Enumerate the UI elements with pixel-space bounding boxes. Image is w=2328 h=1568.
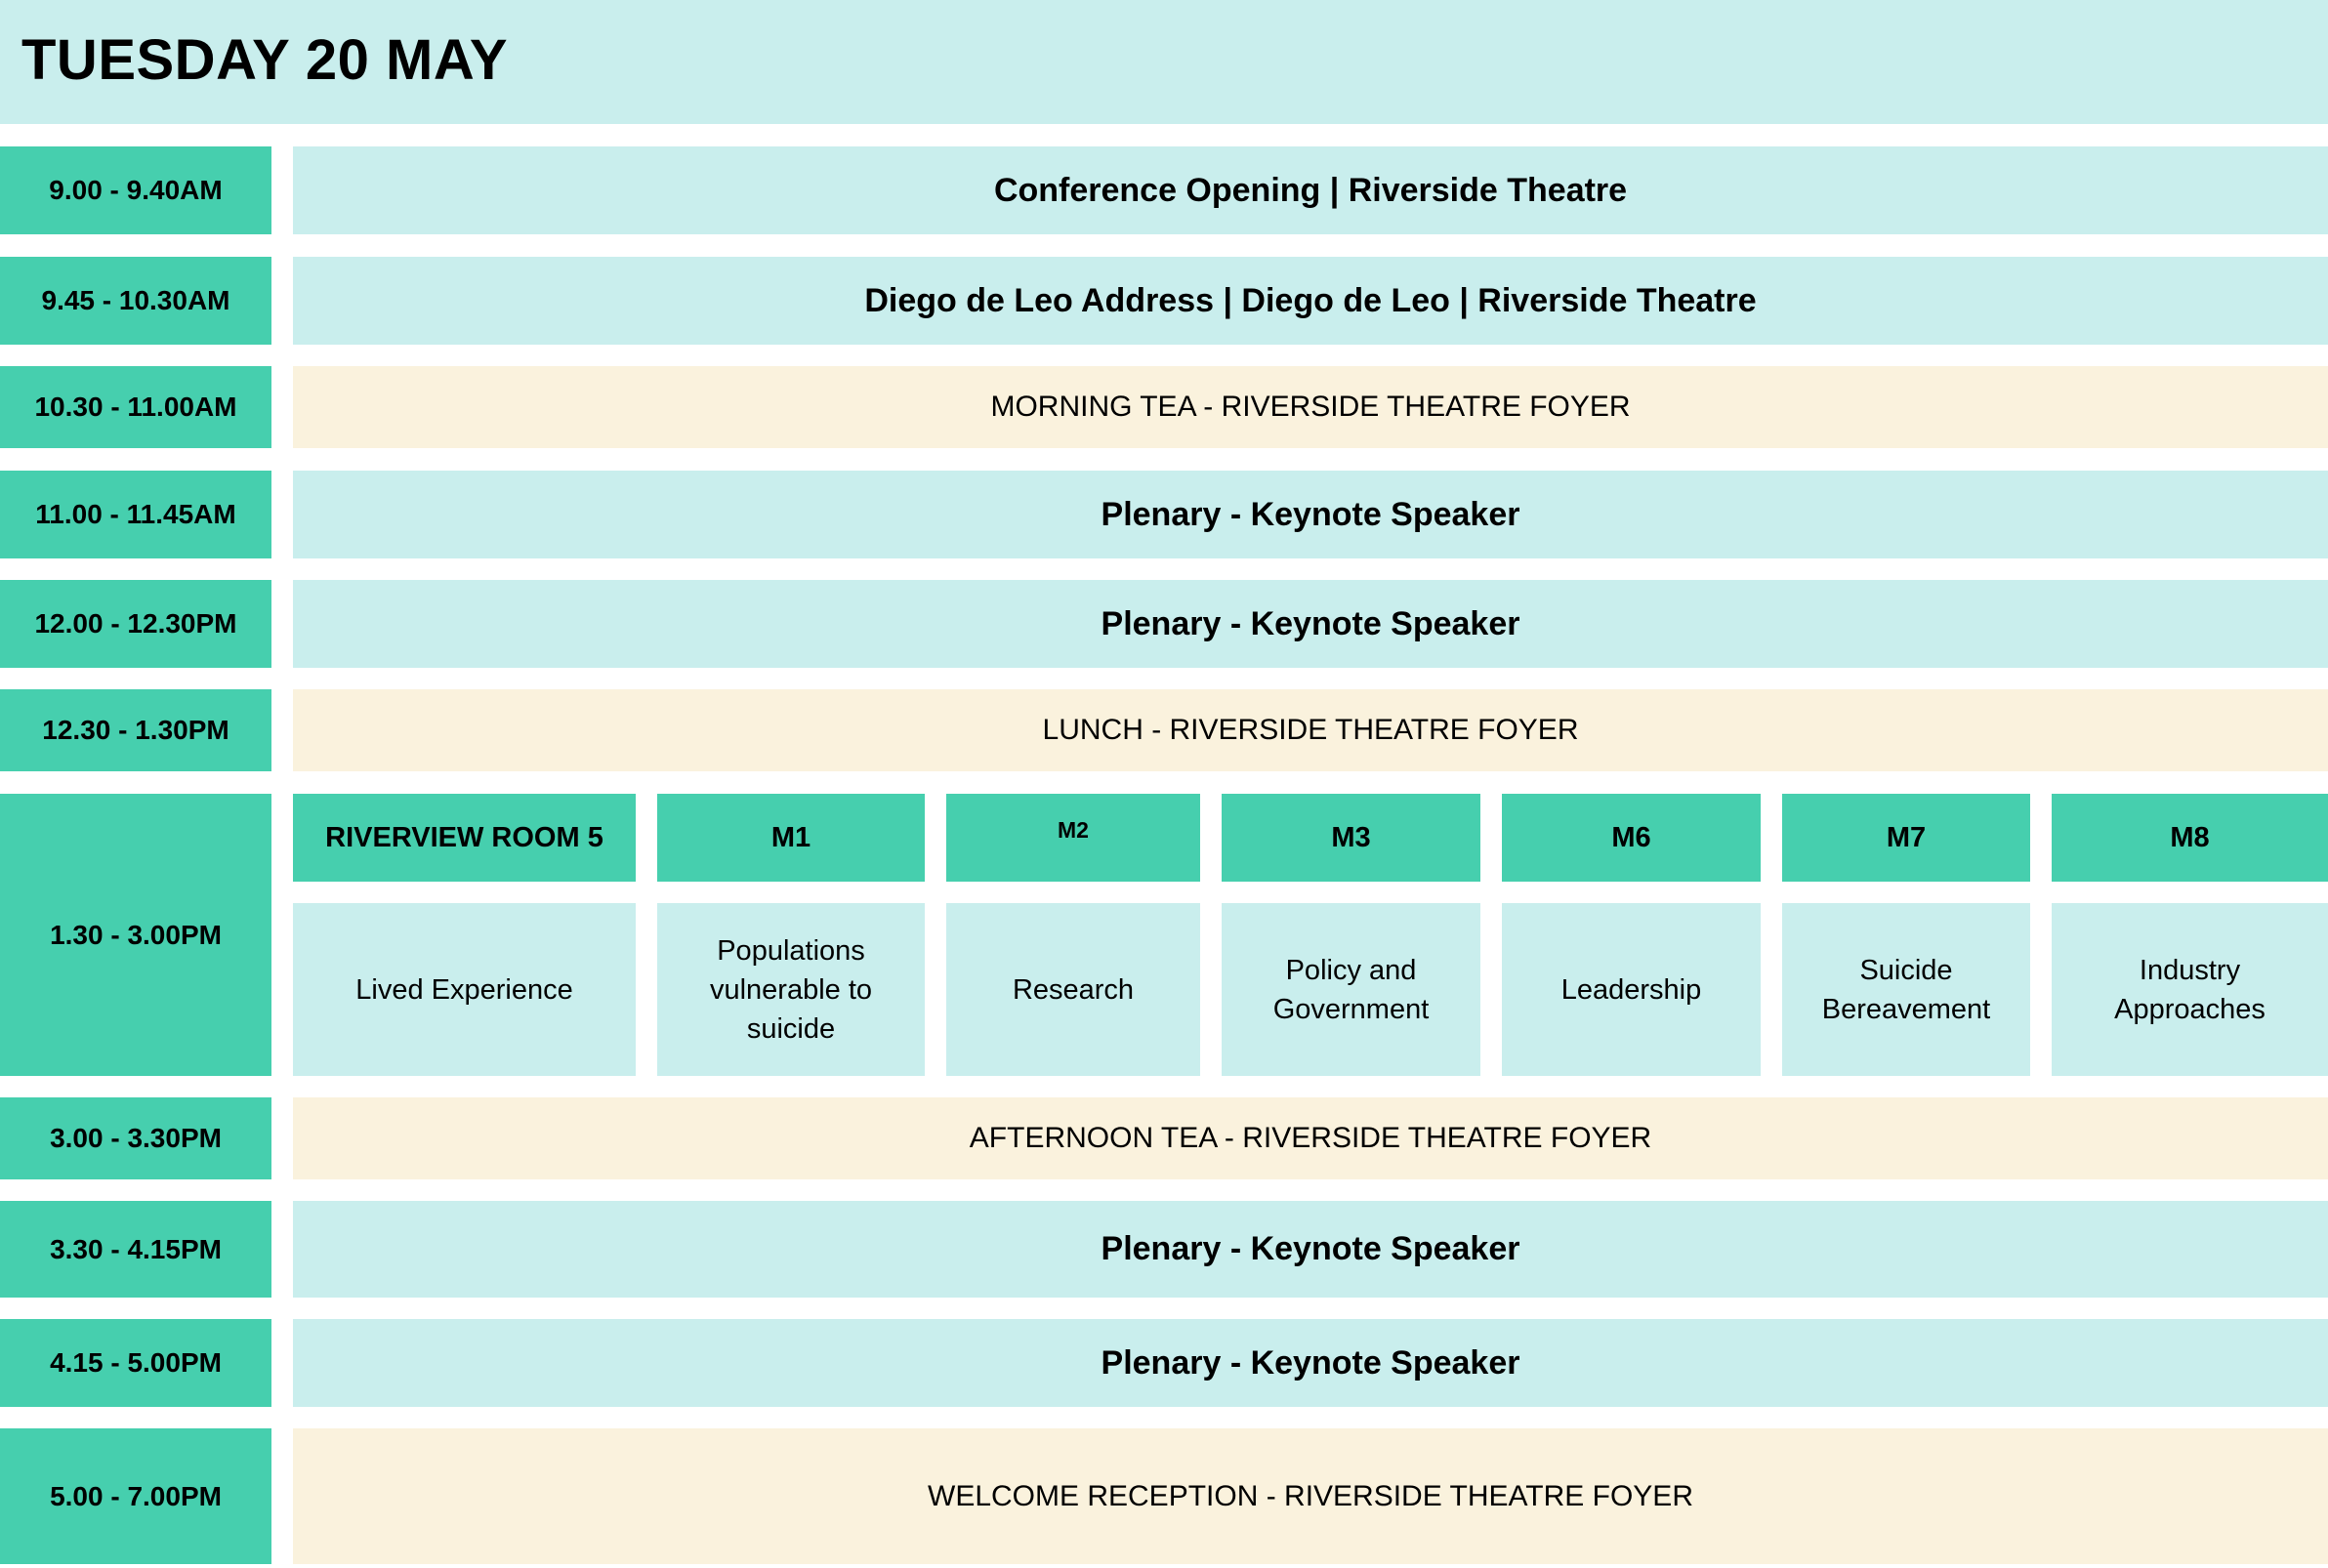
break-bar: AFTERNOON TEA - RIVERSIDE THEATRE FOYER	[293, 1097, 2328, 1179]
room-header: M8	[2052, 794, 2328, 882]
time-slot: 9.00 - 9.40AM	[0, 146, 271, 234]
time-slot: 10.30 - 11.00AM	[0, 366, 271, 448]
room-stream: Leadership	[1502, 903, 1761, 1076]
day-title: TUESDAY 20 MAY	[21, 28, 509, 92]
room-stream: Lived Experience	[293, 903, 636, 1076]
room-stream: Industry Approaches	[2052, 903, 2328, 1076]
room-stream: Policy and Government	[1222, 903, 1480, 1076]
session-bar: Diego de Leo Address | Diego de Leo | Riverside Theatre	[293, 257, 2328, 345]
room-header: M1	[657, 794, 925, 882]
room-stream: Research	[946, 903, 1200, 1076]
session-bar: Plenary - Keynote Speaker	[293, 471, 2328, 558]
room-header: M2	[946, 794, 1200, 882]
room-header: RIVERVIEW ROOM 5	[293, 794, 636, 882]
room-stream: Populations vulnerable to suicide	[657, 903, 925, 1076]
time-slot: 9.45 - 10.30AM	[0, 257, 271, 345]
time-slot: 3.00 - 3.30PM	[0, 1097, 271, 1179]
break-bar: MORNING TEA - RIVERSIDE THEATRE FOYER	[293, 366, 2328, 448]
time-slot: 3.30 - 4.15PM	[0, 1201, 271, 1298]
room-stream: Suicide Bereavement	[1782, 903, 2030, 1076]
session-bar: Conference Opening | Riverside Theatre	[293, 146, 2328, 234]
break-bar: LUNCH - RIVERSIDE THEATRE FOYER	[293, 689, 2328, 771]
room-header: M7	[1782, 794, 2030, 882]
room-header: M3	[1222, 794, 1480, 882]
time-slot: 5.00 - 7.00PM	[0, 1428, 271, 1564]
time-slot: 1.30 - 3.00PM	[0, 794, 271, 1076]
time-slot: 4.15 - 5.00PM	[0, 1319, 271, 1407]
time-slot: 12.00 - 12.30PM	[0, 580, 271, 668]
session-bar: Plenary - Keynote Speaker	[293, 1201, 2328, 1298]
time-slot: 11.00 - 11.45AM	[0, 471, 271, 558]
time-slot: 12.30 - 1.30PM	[0, 689, 271, 771]
session-bar: Plenary - Keynote Speaker	[293, 1319, 2328, 1407]
break-bar: WELCOME RECEPTION - RIVERSIDE THEATRE FOYER	[293, 1428, 2328, 1564]
room-header: M6	[1502, 794, 1761, 882]
session-bar: Plenary - Keynote Speaker	[293, 580, 2328, 668]
